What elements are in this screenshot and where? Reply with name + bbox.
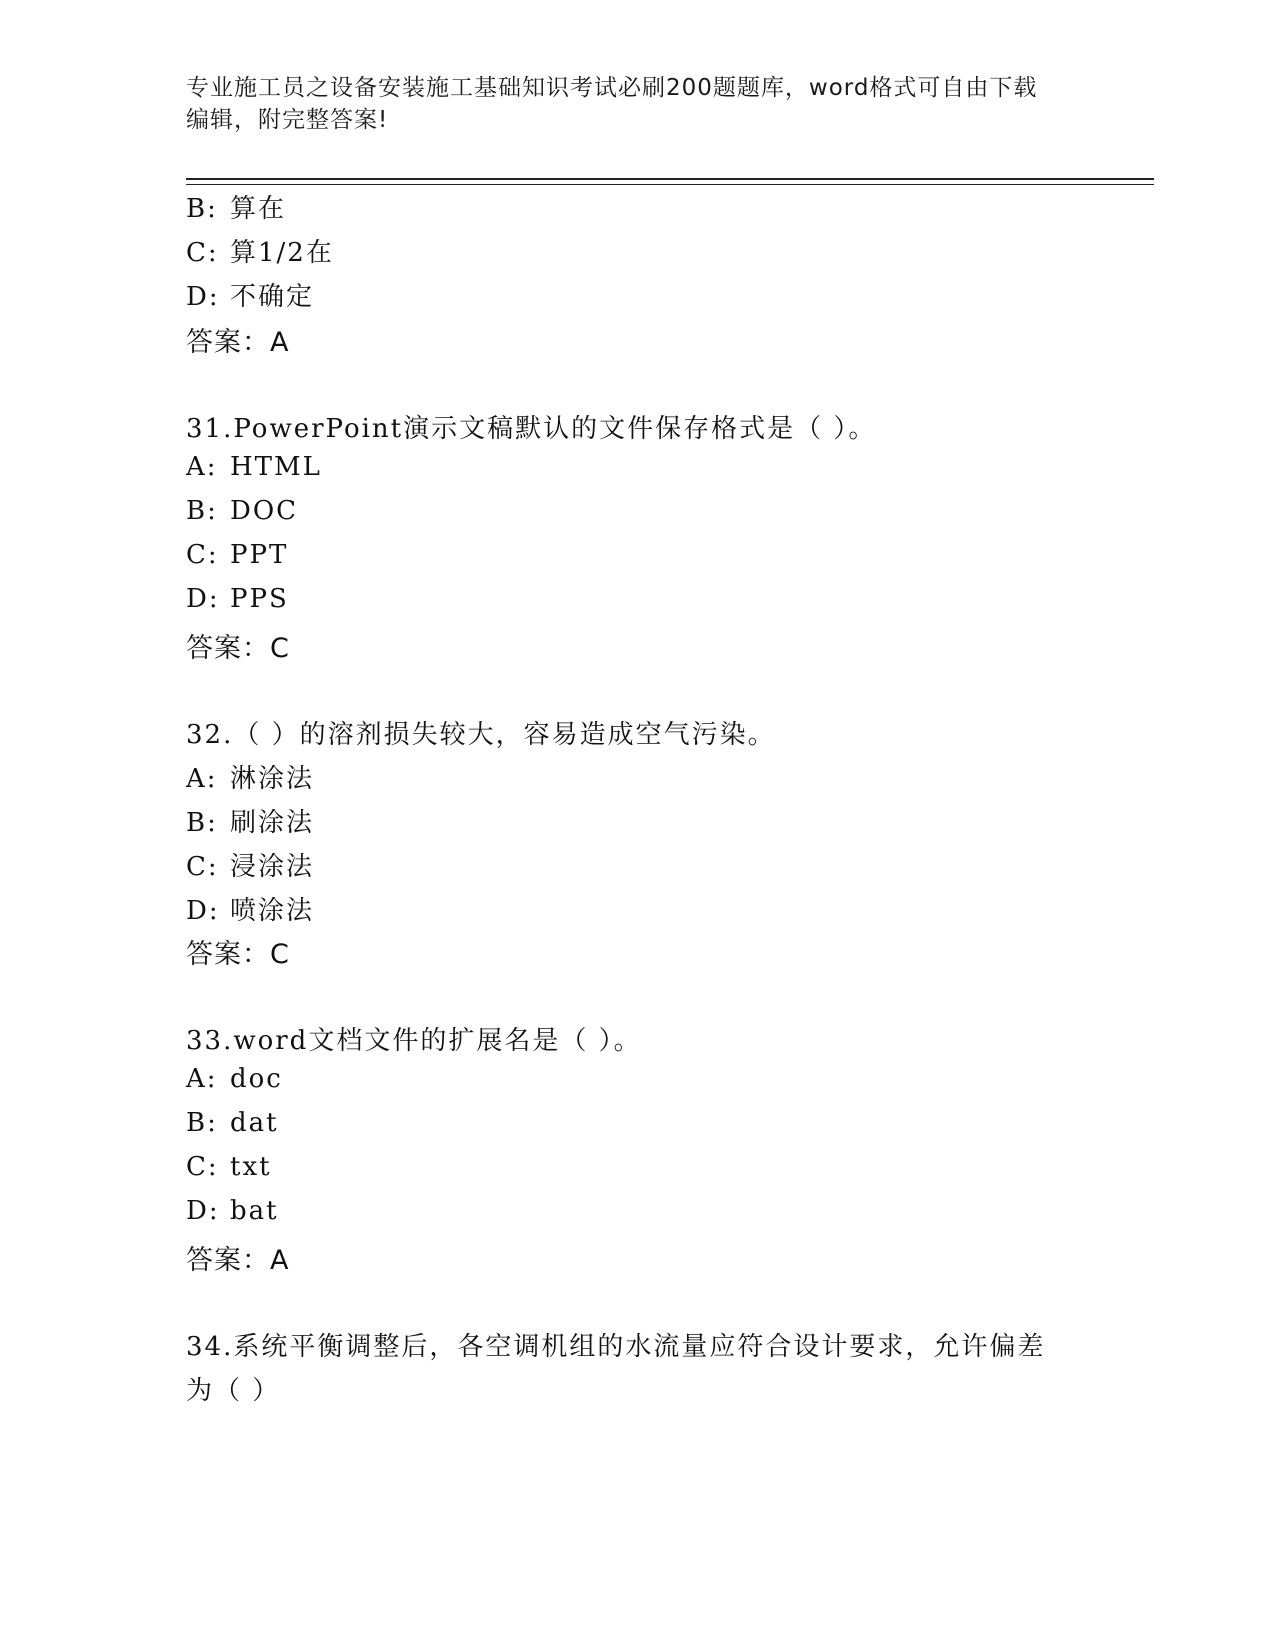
answer-line: 答案：C [186,633,290,664]
option-label: D: [186,584,220,614]
option-label: A: [186,452,218,482]
option-label: C: [186,540,219,570]
option-label: A: [186,1064,218,1094]
option-line [186,540,288,570]
option-text: 算在 [230,194,287,224]
option-label: B: [186,1108,218,1138]
option-label: C: [186,852,219,882]
option-label: D: [186,896,220,926]
header-line-2: 编辑，附完整答案! [186,107,389,133]
header-divider-thin [186,184,1154,185]
option-line [186,232,334,269]
option-text: doc [230,1064,283,1094]
option-line [186,846,314,883]
question-stem: 34.系统平衡调整后，各空调机组的水流量应符合设计要求，允许偏差 [186,1332,1046,1362]
answer-line: 答案：A [186,327,290,358]
option-label: B: [186,808,218,838]
option-line [186,758,314,795]
option-line [186,452,322,482]
option-text: 淋涂法 [230,764,315,794]
option-label: A: [186,764,218,794]
option-line [186,276,314,313]
option-line [186,1152,272,1182]
option-text: HTML [230,452,322,482]
document-header [186,72,1066,136]
option-label: B: [186,194,218,224]
option-line [186,188,286,225]
option-text: PPT [230,540,289,570]
option-text: 不确定 [230,282,315,312]
option-text: dat [230,1108,279,1138]
header-line-1: 专业施工员之设备安装施工基础知识考试必刷200题题库，word格式可自由下载 [186,75,1038,101]
option-line [186,1196,279,1226]
option-text: bat [230,1196,279,1226]
option-text: 喷涂法 [230,896,315,926]
question-stem: 33.word文档文件的扩展名是（ ）。 [186,1026,642,1056]
option-label: C: [186,1152,219,1182]
question-stem: 32.（ ）的溶剂损失较大，容易造成空气污染。 [186,720,776,750]
header-divider-thick [186,178,1154,180]
option-line [186,890,314,927]
option-line [186,496,298,526]
option-label: D: [186,282,220,312]
option-text: 浸涂法 [230,852,315,882]
option-line [186,1064,283,1094]
answer-line: 答案：A [186,1245,290,1276]
option-text: 算1/2在 [230,238,334,268]
question-stem-continued: 为（ ） [186,1376,281,1406]
option-line [186,802,314,839]
option-label: B: [186,496,218,526]
option-text: PPS [230,584,289,614]
option-label: C: [186,238,219,268]
option-label: D: [186,1196,220,1226]
option-line [186,1108,279,1138]
option-text: DOC [230,496,299,526]
question-stem: 31.PowerPoint演示文稿默认的文件保存格式是（ ）。 [186,414,877,444]
option-line [186,584,289,614]
option-text: txt [230,1152,272,1182]
answer-line: 答案：C [186,939,290,970]
option-text: 刷涂法 [230,808,315,838]
